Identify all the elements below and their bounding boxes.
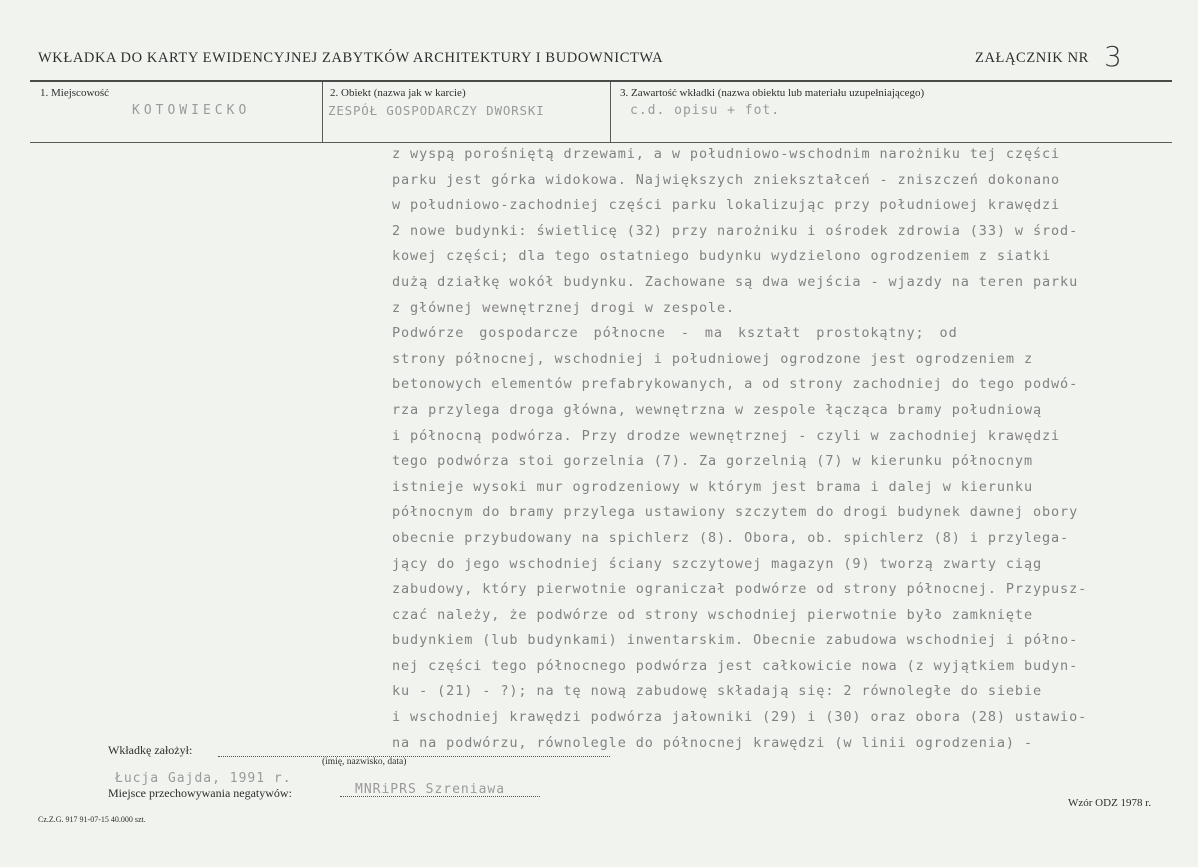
- text-line: parku jest górka widokowa. Największych zniekształceń - zniszczeń dokonano: [392, 171, 1061, 188]
- text-line: strony północnej, wschodniej i południowej ogrodzone jest ogrodzeniem z: [392, 350, 1033, 367]
- text-line: z wyspą porośniętą drzewami, a w południowo-wschodnim narożniku tej części: [392, 146, 1061, 162]
- founder-dotline: [218, 756, 610, 757]
- text-line: obecnie przybudowany na spichlerz (8). Obora, ob. spichlerz (8) i przylega-: [392, 529, 1070, 546]
- text-line: istnieje wysoki mur ogrodzeniowy w którym jest brama i dalej w kierunku: [392, 478, 1033, 495]
- negatives-label: Miejsce przechowywania negatywów:: [108, 786, 292, 800]
- text-line: na na podwórzu, równolegle do północnej krawędzi (w linii ogrodzenia) -: [392, 734, 1033, 751]
- negatives-value: MNRiPRS Szreniawa: [355, 782, 506, 797]
- attachment-label: ZAŁĄCZNIK NR: [975, 50, 1089, 66]
- content-value: c.d. opisu + fot.: [630, 103, 781, 118]
- text-line: zabudowy, który pierwotnie ograniczał podwórze od strony północnej. Przypusz-: [392, 581, 1088, 598]
- text-line: z głównej wewnętrznej drogi w zespole.: [392, 299, 736, 316]
- form-title: WKŁADKA DO KARTY EWIDENCYJNEJ ZABYTKÓW ARCHITEKTURY I BUDOWNICTWA: [38, 50, 664, 66]
- founder-hint: (imię, nazwisko, data): [322, 757, 407, 767]
- header-rule: [30, 80, 1172, 82]
- text-line: dużą działkę wokół budynku. Zachowane są dwa wejścia - wjazdy na teren parku: [392, 273, 1079, 290]
- founder-value: Łucja Gajda, 1991 r.: [115, 771, 292, 786]
- field-divider: [322, 82, 323, 142]
- text-line: rza przylega droga główna, wewnętrzna w zespole łącząca bramy południową: [392, 401, 1042, 418]
- text-line: kowej części; dla tego ostatniego budynku wydzielono ogrodzeniem z siatki: [392, 248, 1052, 265]
- text-line: tego podwórza stoi gorzelnia (7). Za gorzelnią (7) w kierunku północnym: [392, 453, 1033, 470]
- founder-label: Wkładkę założył:: [108, 743, 193, 757]
- text-line: nej części tego północnego podwórza jest całkowicie nowa (z wyjątkiem budyn-: [392, 657, 1079, 674]
- text-line: i północną podwórza. Przy drodze wewnętrznej - czyli w zachodniej krawędzi: [392, 427, 1061, 444]
- print-info: Cz.Z.G. 917 91-07-15 40.000 szt.: [38, 815, 146, 824]
- content-label: 3. Zawartość wkładki (nazwa obiektu lub materiału uzupełniającego): [620, 87, 925, 99]
- text-line: Podwórze gospodarcze północne - ma kształt prostokątny; od: [392, 325, 958, 342]
- text-line: ku - (21) - ?); na tę nową zabudowę składają się: 2 równoległe do siebie: [392, 683, 1042, 700]
- text-line: betonowych elementów prefabrykowanych, a od strony zachodniej do tego podwó-: [392, 376, 1079, 393]
- object-value: ZESPÓŁ GOSPODARCZY DWORSKI: [328, 103, 545, 118]
- text-line: 2 nowe budynki: świetlicę (32) przy narożniku i ośrodek zdrowia (33) w środ-: [392, 222, 1079, 239]
- text-line: północnym do bramy przylega ustawiony szczytem do drogi budynek dawnej obory: [392, 504, 1079, 521]
- field-divider: [610, 82, 611, 142]
- text-line: w południowo-zachodniej części parku lokalizując przy południowej krawędzi: [392, 197, 1061, 214]
- negatives-dotline: [340, 796, 540, 797]
- text-line: jący do jego wschodniej ściany szczytowej magazyn (9) tworzą zwarty ciąg: [392, 555, 1042, 572]
- object-label: 2. Obiekt (nazwa jak w karcie): [330, 87, 466, 99]
- text-line: i wschodniej krawędzi podwórza jałowniki (29) i (30) oraz obora (28) ustawio-: [392, 709, 1088, 726]
- locality-label: 1. Miejscowość: [40, 87, 110, 99]
- text-line: czać należy, że podwórze od strony wschodniej pierwotnie było zamknięte: [392, 606, 1033, 623]
- attachment-number: 3: [1104, 40, 1122, 73]
- description-text: [392, 142, 1182, 756]
- text-line: budynkiem (lub budynkami) inwentarskim. Obecnie zabudowa wschodniej i półno-: [392, 632, 1079, 649]
- form-code: Wzór ODZ 1978 r.: [1068, 797, 1152, 809]
- locality-value: KOTOWIECKO: [132, 103, 251, 118]
